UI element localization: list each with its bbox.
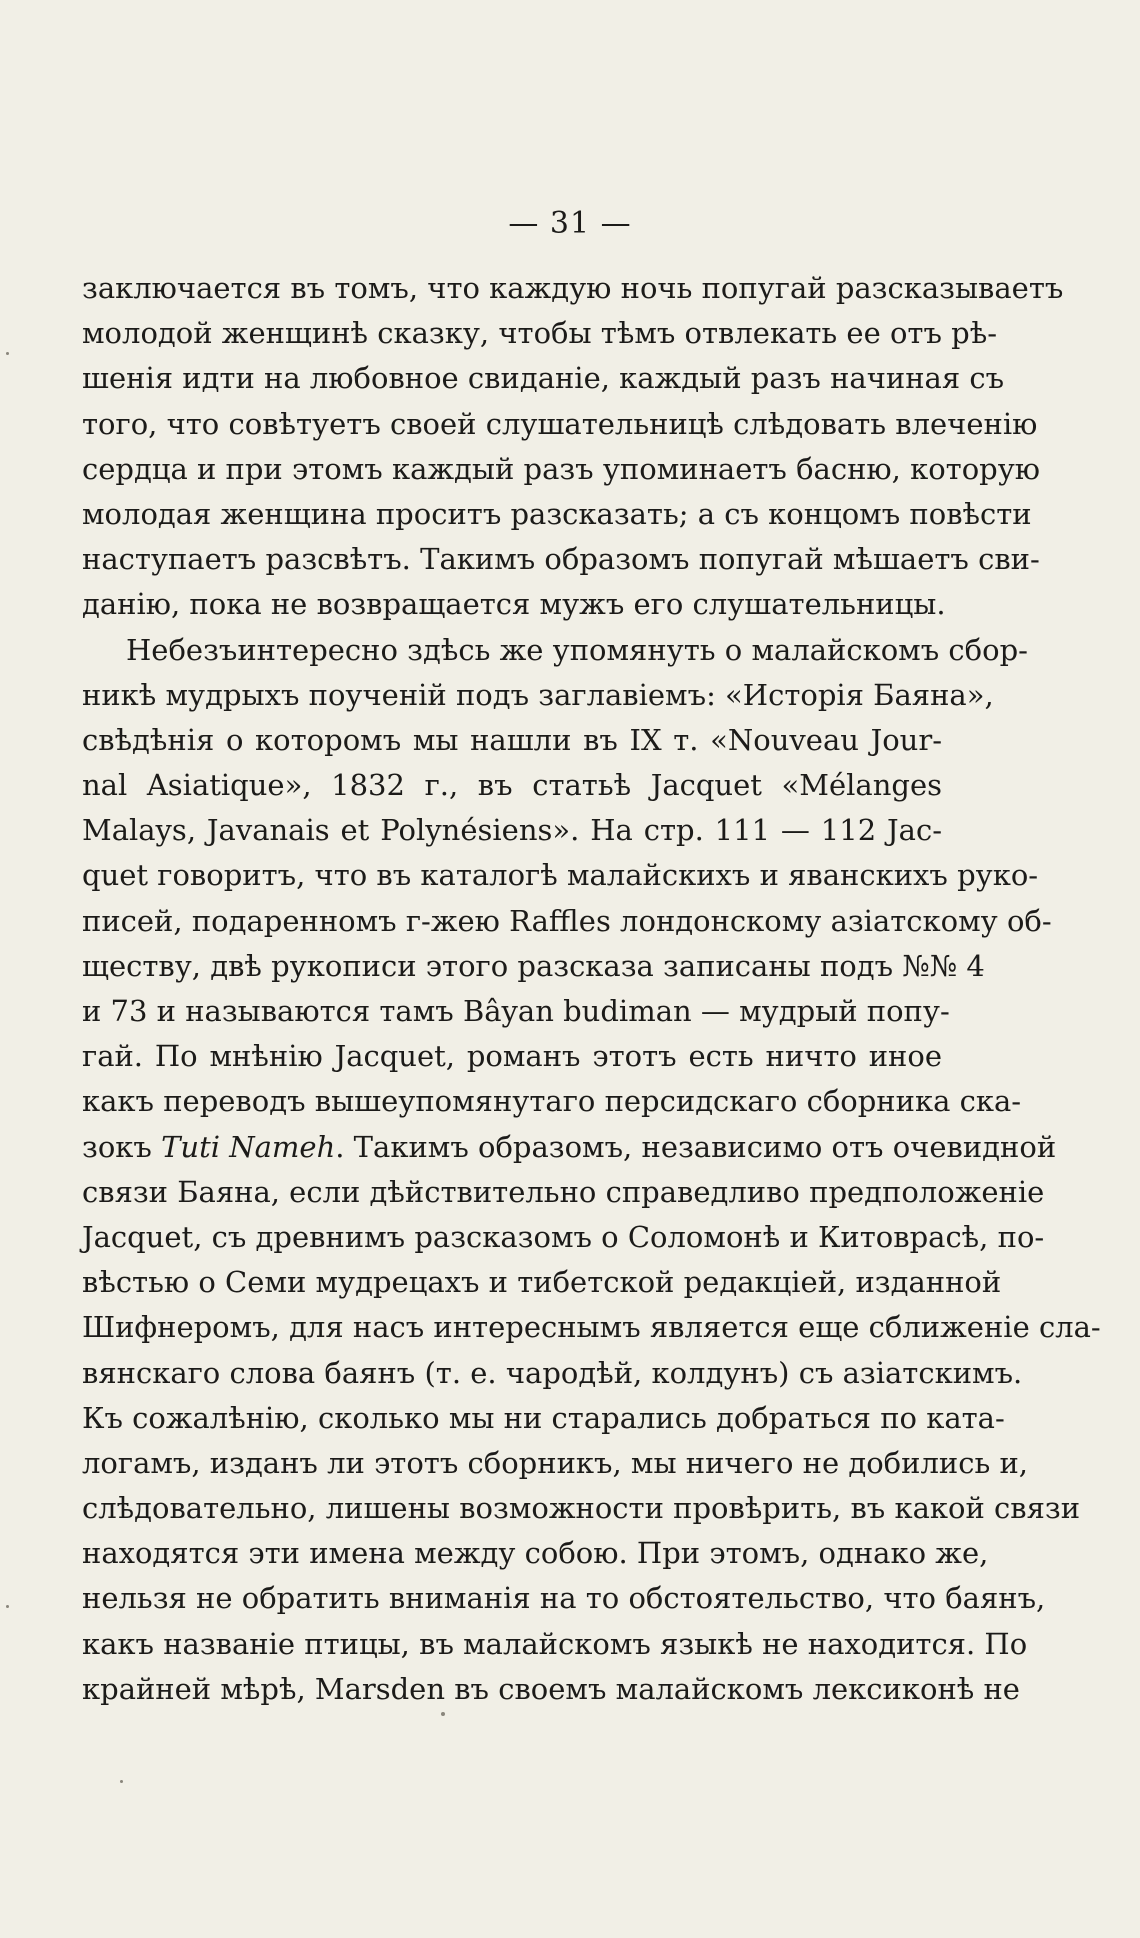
page-speck bbox=[441, 1712, 445, 1716]
text-line: логамъ, изданъ ли этотъ сборникъ, мы ничего не добились и, bbox=[82, 1445, 1028, 1480]
text-line: связи Баяна, если дѣйствительно справедливо предположеніе bbox=[82, 1174, 1045, 1209]
text-line: Шифнеромъ, для насъ интереснымъ является еще сближеніе сла- bbox=[82, 1310, 1101, 1345]
text-line: сердца и при этомъ каждый разъ упоминаетъ басню, которую bbox=[82, 451, 1041, 486]
text-line: какъ переводъ вышеупомянутаго персидскаго сборника ска- bbox=[82, 1084, 1022, 1119]
text-line: молодой женщинѣ сказку, чтобы тѣмъ отвлекать ее отъ рѣ- bbox=[82, 316, 997, 351]
text-line: нельзя не обратить вниманія на то обстоятельство, что баянъ, bbox=[82, 1581, 1046, 1616]
text-line: никѣ мудрыхъ поученій подъ заглавіемъ: «Исторія Баяна», bbox=[82, 677, 994, 712]
text-line: молодая женщина проситъ разсказать; а съ концомъ повѣсти bbox=[82, 496, 1032, 531]
text-line: свѣдѣнія о которомъ мы нашли въ IX т. «Nouveau Jour- bbox=[82, 722, 942, 757]
text-line: вянскаго слова баянъ (т. е. чародѣй, колдунъ) съ азіатскимъ. bbox=[82, 1355, 1023, 1390]
italic-title: Tuti Nameh bbox=[161, 1129, 336, 1164]
text-line: слѣдовательно, лишены возможности провѣрить, въ какой связи bbox=[82, 1491, 1081, 1526]
text-line: quet говоритъ, что въ каталогѣ малайскихъ и яванскихъ руко- bbox=[82, 858, 1039, 893]
text-segment: . Такимъ образомъ, независимо отъ очевидной bbox=[335, 1129, 1057, 1164]
text-line: наступаетъ разсвѣтъ. Такимъ образомъ попугай мѣшаетъ сви- bbox=[82, 542, 1040, 577]
text-line: и 73 и называются тамъ Bâyan budiman — мудрый попу- bbox=[82, 994, 950, 1028]
text-line: гай. По мнѣнію Jacquet, романъ этотъ есть ничто иное bbox=[82, 1039, 942, 1074]
text-line: находятся эти имена между собою. При этомъ, однако же, bbox=[82, 1536, 989, 1571]
text-line: nal Asiatique», 1832 г., въ статьѣ Jacquet «Mélanges bbox=[82, 768, 942, 803]
text-line: Jacquet, съ древнимъ разсказомъ о Соломонѣ и Китоврасѣ, по- bbox=[82, 1219, 1045, 1254]
page-speck bbox=[6, 352, 9, 355]
text-line: того, что совѣтуетъ своей слушательницѣ слѣдовать влеченію bbox=[82, 406, 1038, 441]
text-line: заключается въ томъ, что каждую ночь попугай разсказываетъ bbox=[82, 271, 1064, 305]
text-segment: зокъ bbox=[82, 1129, 162, 1164]
text-line: писей, подаренномъ г-жею Raffles лондонскому азіатскому об- bbox=[82, 903, 1052, 938]
text-line: шенія идти на любовное свиданіе, каждый разъ начиная съ bbox=[82, 361, 1005, 396]
text-line: какъ названіе птицы, въ малайскомъ языкѣ не находится. По bbox=[82, 1626, 1028, 1661]
text-line: вѣстью о Семи мудрецахъ и тибетской редакціей, изданной bbox=[82, 1265, 1002, 1300]
text-line: Небезъинтересно здѣсь же упомянуть о малайскомъ сбор- bbox=[126, 632, 1028, 667]
text-line: крайней мѣрѣ, Marsden въ своемъ малайскомъ лексиконѣ не bbox=[82, 1671, 1020, 1706]
page-number: — 31 — bbox=[508, 206, 632, 241]
text-line: Къ сожалѣнію, сколько мы ни старались добраться по ката- bbox=[82, 1400, 1005, 1435]
text-line: Malays, Javanais et Polynésiens». На стр. 111 — 112 Jac- bbox=[82, 813, 942, 848]
text-line: данію, пока не возвращается мужъ его слушательницы. bbox=[82, 587, 946, 622]
text-line-with-italic bbox=[82, 1125, 1057, 1170]
page-speck bbox=[6, 1605, 9, 1608]
body-text bbox=[82, 266, 1101, 1712]
text-line: ществу, двѣ рукописи этого разсказа записаны подъ №№ 4 bbox=[82, 948, 985, 983]
page-speck bbox=[120, 1780, 123, 1783]
